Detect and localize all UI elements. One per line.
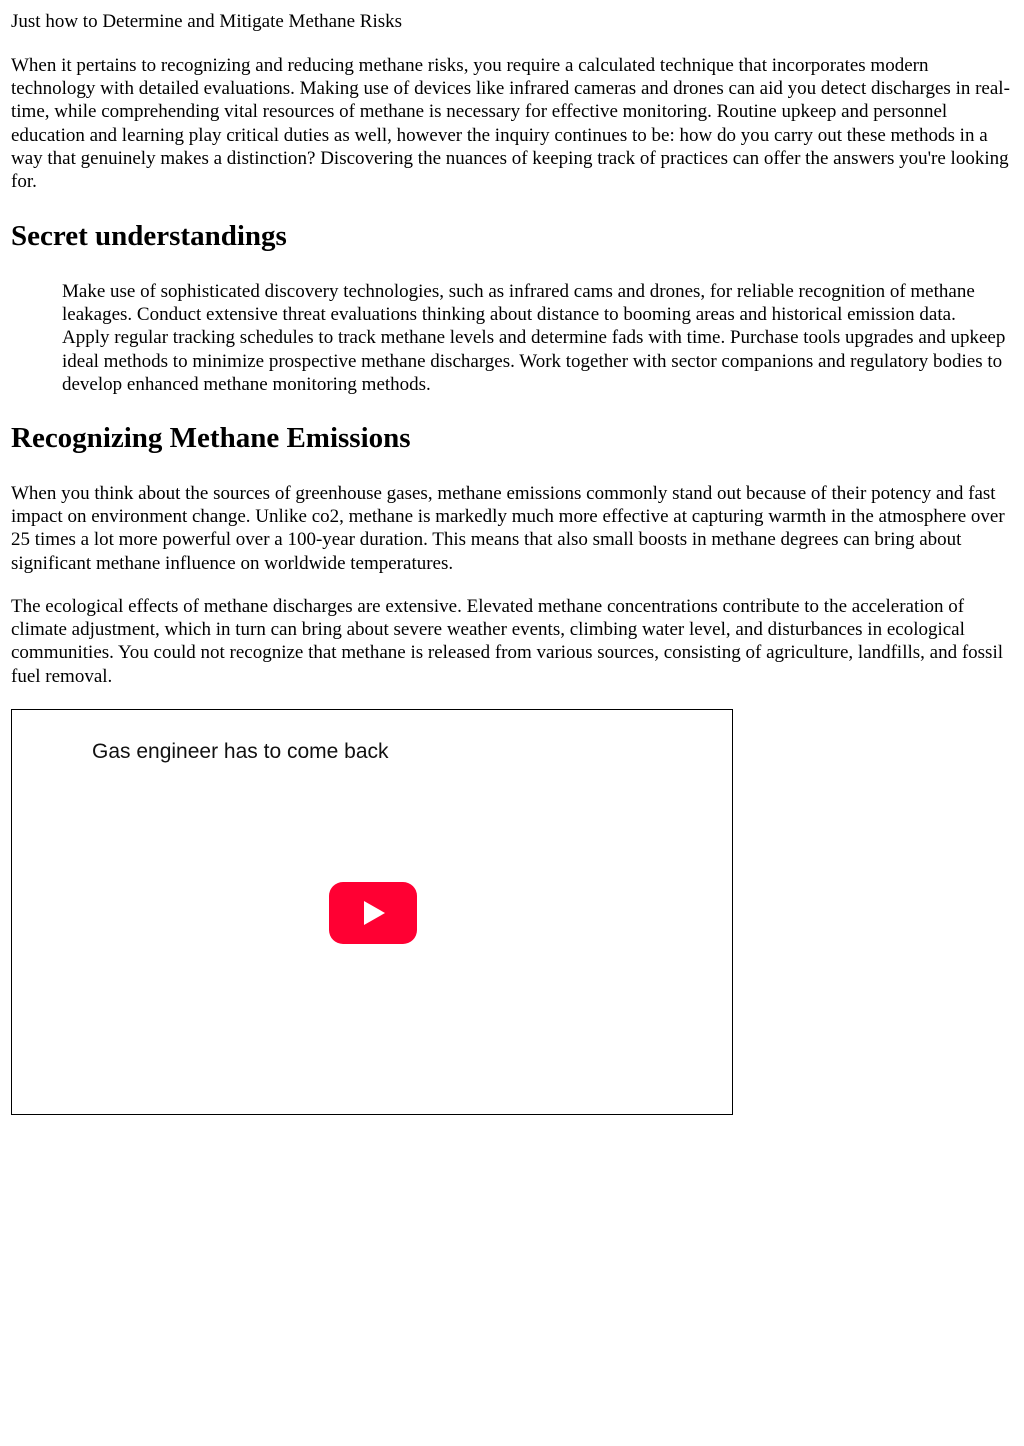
- video-embed[interactable]: [11, 709, 733, 1115]
- methane-paragraph-2: The ecological effects of methane discharges are extensive. Elevated methane concentrations contribute to the acceleration of climate adjustment, which in turn can bring about severe weather events, climbing water level, and disturbances in ecological communities. You could not recognize that methane is released from various sources, consisting of agriculture, landfills, and fossil fuel removal.: [11, 596, 1003, 687]
- play-button[interactable]: [329, 882, 417, 944]
- key-insights-blockquote: Make use of sophisticated discovery technologies, such as infrared cams and drones, for reliable recognition of methane leakages. Conduct extensive threat evaluations thinking about distance to booming areas and historical emission data. Apply regular tracking schedules to track methane levels and determine fads with time. Purchase tools upgrades and upkeep ideal methods to minimize prospective methane discharges. Work together with sector companions and regulatory bodies to develop enhanced methane monitoring methods.: [62, 281, 1006, 395]
- document-title: Just how to Determine and Mitigate Methane Risks: [11, 11, 403, 32]
- section-heading-key-insights: Secret understandings: [11, 220, 287, 252]
- intro-paragraph: When it pertains to recognizing and reducing methane risks, you require a calculated technique that incorporates modern technology with detailed evaluations. Making use of devices like infrared cameras and drones can aid you detect discharges in real-time, while comprehending vital resources of methane is necessary for effective monitoring. Routine upkeep and personnel education and learning play critical duties as well, however the inquiry continues to be: how do you carry out these methods in a way that genuinely makes a distinction? Discovering the nuances of keeping track of practices can offer the answers you're looking for.: [11, 55, 1010, 193]
- section-heading-methane-emissions: Recognizing Methane Emissions: [11, 422, 411, 454]
- video-title[interactable]: Gas engineer has to come back: [92, 740, 389, 763]
- youtube-play-icon[interactable]: [329, 882, 417, 944]
- methane-paragraph-1: When you think about the sources of greenhouse gases, methane emissions commonly stand out because of their potency and fast impact on environment change. Unlike co2, methane is markedly much more effective at capturing warmth in the atmosphere over 25 times a lot more powerful over a 100-year duration. This means that also small boosts in methane degrees can bring about significant methane influence on worldwide temperatures.: [11, 483, 1005, 574]
